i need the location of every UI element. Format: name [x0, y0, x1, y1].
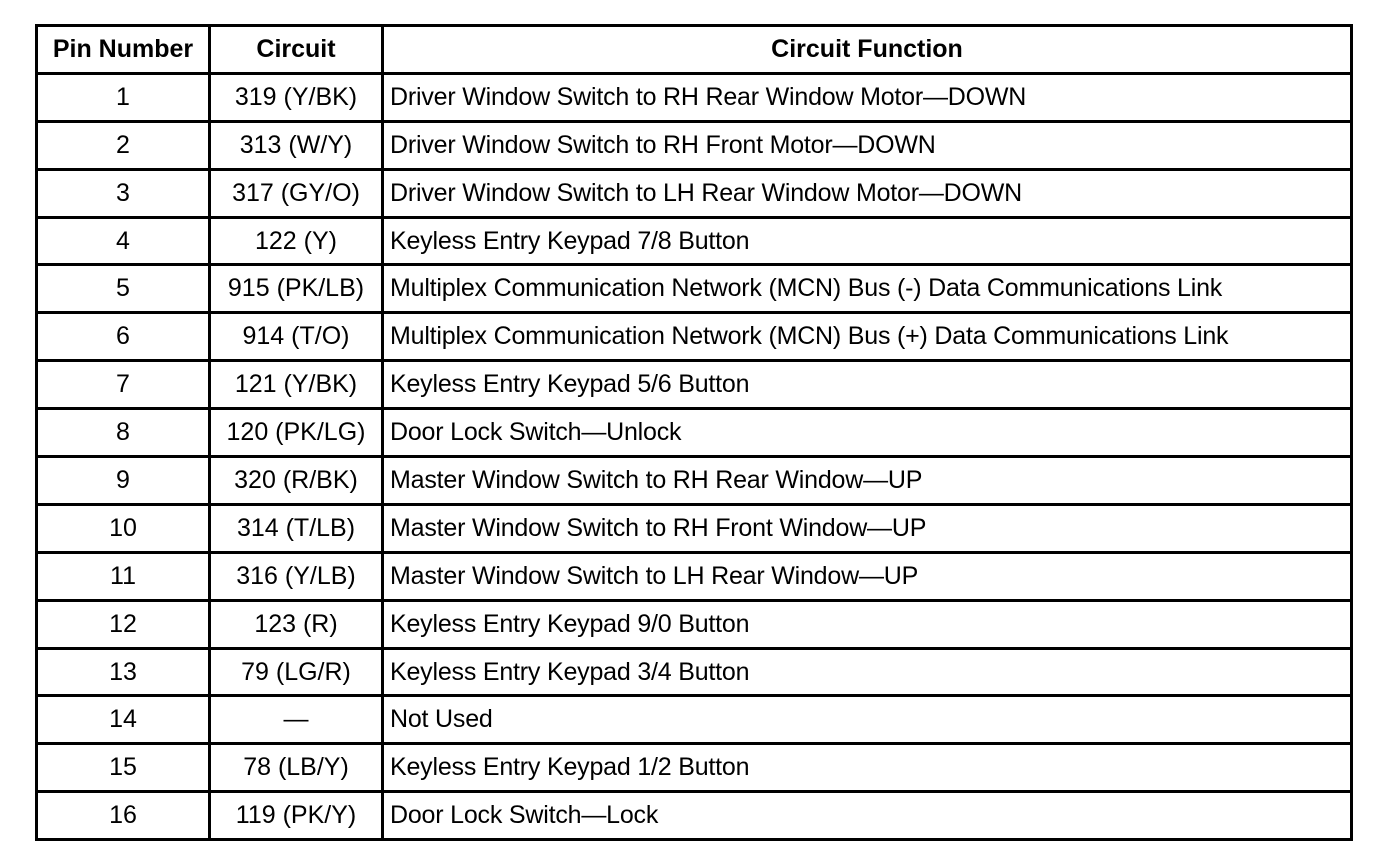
circuit-cell: 78 (LB/Y): [210, 744, 383, 792]
circuit-function-cell: Keyless Entry Keypad 5/6 Button: [383, 361, 1352, 409]
pin-number-cell: 6: [37, 313, 210, 361]
table-row: [37, 744, 1352, 792]
pin-circuit-table: [35, 24, 1353, 841]
circuit-cell: 320 (R/BK): [210, 457, 383, 505]
circuit-function-cell: Keyless Entry Keypad 7/8 Button: [383, 217, 1352, 265]
circuit-function-cell: Keyless Entry Keypad 1/2 Button: [383, 744, 1352, 792]
table-row: [37, 265, 1352, 313]
table-row: [37, 73, 1352, 121]
circuit-function-cell: Multiplex Communication Network (MCN) Bus (+) Data Communications Link: [383, 313, 1352, 361]
circuit-cell: 313 (W/Y): [210, 121, 383, 169]
pin-number-cell: 1: [37, 73, 210, 121]
pin-number-cell: 4: [37, 217, 210, 265]
header-circuit-function: Circuit Function: [383, 26, 1352, 74]
circuit-function-cell: Door Lock Switch—Unlock: [383, 409, 1352, 457]
pin-number-cell: 11: [37, 552, 210, 600]
pin-number-cell: 3: [37, 169, 210, 217]
circuit-function-cell: Door Lock Switch—Lock: [383, 792, 1352, 840]
pin-number-cell: 7: [37, 361, 210, 409]
table-row: [37, 600, 1352, 648]
circuit-cell: 914 (T/O): [210, 313, 383, 361]
table-row: [37, 313, 1352, 361]
pin-number-cell: 9: [37, 457, 210, 505]
pin-number-cell: 16: [37, 792, 210, 840]
table-row: [37, 121, 1352, 169]
table-row: [37, 409, 1352, 457]
circuit-function-cell: Not Used: [383, 696, 1352, 744]
circuit-function-cell: Keyless Entry Keypad 9/0 Button: [383, 600, 1352, 648]
pin-number-cell: 2: [37, 121, 210, 169]
table-row: [37, 361, 1352, 409]
circuit-function-cell: Driver Window Switch to LH Rear Window Motor—DOWN: [383, 169, 1352, 217]
circuit-cell: 319 (Y/BK): [210, 73, 383, 121]
circuit-cell: 123 (R): [210, 600, 383, 648]
circuit-cell: 120 (PK/LG): [210, 409, 383, 457]
circuit-cell: 316 (Y/LB): [210, 552, 383, 600]
circuit-cell: 317 (GY/O): [210, 169, 383, 217]
pin-number-cell: 14: [37, 696, 210, 744]
pin-number-cell: 15: [37, 744, 210, 792]
circuit-function-cell: Master Window Switch to RH Rear Window—UP: [383, 457, 1352, 505]
circuit-cell: 314 (T/LB): [210, 504, 383, 552]
circuit-function-cell: Multiplex Communication Network (MCN) Bus (-) Data Communications Link: [383, 265, 1352, 313]
pin-number-cell: 13: [37, 648, 210, 696]
table-row: [37, 217, 1352, 265]
pin-number-cell: 5: [37, 265, 210, 313]
circuit-cell: 79 (LG/R): [210, 648, 383, 696]
pin-number-cell: 10: [37, 504, 210, 552]
header-pin-number: Pin Number: [37, 26, 210, 74]
table-row: [37, 552, 1352, 600]
table-body: [37, 73, 1352, 839]
circuit-cell: 119 (PK/Y): [210, 792, 383, 840]
circuit-function-cell: Driver Window Switch to RH Front Motor—DOWN: [383, 121, 1352, 169]
table-row: [37, 457, 1352, 505]
table-header: [37, 26, 1352, 74]
table-row: [37, 504, 1352, 552]
circuit-function-cell: Master Window Switch to RH Front Window—UP: [383, 504, 1352, 552]
header-circuit: Circuit: [210, 26, 383, 74]
circuit-function-cell: Driver Window Switch to RH Rear Window Motor—DOWN: [383, 73, 1352, 121]
circuit-cell: 122 (Y): [210, 217, 383, 265]
table-row: [37, 696, 1352, 744]
circuit-cell: —: [210, 696, 383, 744]
header-row: [37, 26, 1352, 74]
table-row: [37, 169, 1352, 217]
circuit-function-cell: Master Window Switch to LH Rear Window—UP: [383, 552, 1352, 600]
pin-number-cell: 8: [37, 409, 210, 457]
table-row: [37, 792, 1352, 840]
circuit-cell: 915 (PK/LB): [210, 265, 383, 313]
circuit-cell: 121 (Y/BK): [210, 361, 383, 409]
circuit-function-cell: Keyless Entry Keypad 3/4 Button: [383, 648, 1352, 696]
table-row: [37, 648, 1352, 696]
pin-number-cell: 12: [37, 600, 210, 648]
